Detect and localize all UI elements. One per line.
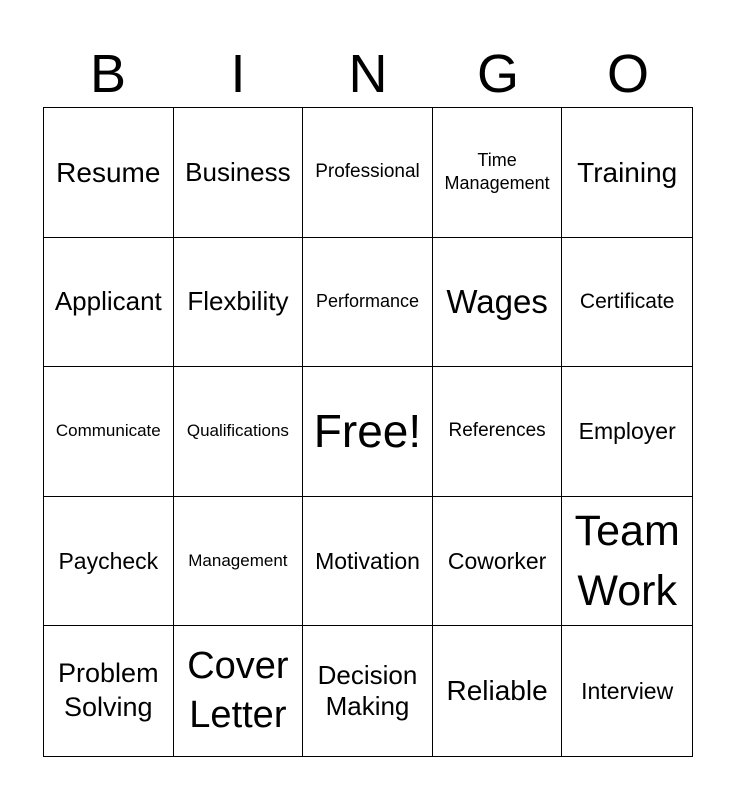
cell-text: Interview bbox=[581, 677, 674, 704]
header-letter-o: O bbox=[606, 44, 649, 104]
cell-text: Decision Making bbox=[317, 660, 418, 722]
bingo-cell-4-5 bbox=[562, 497, 692, 627]
bingo-header bbox=[43, 40, 693, 108]
cell-text: Training bbox=[577, 156, 678, 188]
free-space-text: Free! bbox=[313, 404, 422, 457]
cell-text: Coworker bbox=[447, 547, 547, 574]
bingo-cell-5-1 bbox=[44, 626, 174, 756]
bingo-cell-5-3 bbox=[303, 626, 433, 756]
bingo-cell-5-4 bbox=[433, 626, 563, 756]
cell-text: Professional bbox=[315, 160, 420, 182]
cell-text: Paycheck bbox=[58, 547, 159, 574]
bingo-cell-3-5 bbox=[562, 367, 692, 497]
bingo-cell-1-2 bbox=[174, 108, 304, 238]
bingo-cell-5-5 bbox=[562, 626, 692, 756]
cell-text: References bbox=[448, 420, 546, 442]
cell-text: Employer bbox=[578, 418, 676, 445]
bingo-cell-2-4 bbox=[433, 238, 563, 368]
cell-text: Management bbox=[188, 551, 288, 571]
cell-text: Team Work bbox=[574, 506, 680, 616]
cell-text: Time Management bbox=[444, 149, 550, 194]
bingo-cell-3-4 bbox=[433, 367, 563, 497]
bingo-cell-1-1 bbox=[44, 108, 174, 238]
bingo-cell-1-3 bbox=[303, 108, 433, 238]
bingo-cell-2-2 bbox=[174, 238, 304, 368]
cell-text: Performance bbox=[315, 291, 420, 312]
bingo-cell-4-2 bbox=[174, 497, 304, 627]
bingo-cell-4-3 bbox=[303, 497, 433, 627]
bingo-cell-4-1 bbox=[44, 497, 174, 627]
cell-text: Motivation bbox=[315, 547, 420, 574]
cell-text: Communicate bbox=[55, 421, 161, 441]
cell-text: Cover Letter bbox=[187, 644, 289, 737]
cell-text: Flexbility bbox=[187, 286, 289, 317]
cell-text: Business bbox=[185, 156, 291, 187]
bingo-cell-1-5 bbox=[562, 108, 692, 238]
header-letter-i: I bbox=[230, 44, 246, 104]
header-letter-n: N bbox=[348, 44, 388, 104]
cell-text: Resume bbox=[56, 156, 161, 188]
bingo-cell-2-5 bbox=[562, 238, 692, 368]
bingo-cell-2-1 bbox=[44, 238, 174, 368]
bingo-cell-3-1 bbox=[44, 367, 174, 497]
bingo-board bbox=[43, 107, 693, 757]
bingo-cell-3-3-free bbox=[303, 367, 433, 497]
cell-text: Problem Solving bbox=[58, 658, 159, 723]
bingo-cell-1-4 bbox=[433, 108, 563, 238]
cell-text: Reliable bbox=[446, 675, 548, 707]
cell-text: Qualifications bbox=[186, 421, 289, 441]
cell-text: Wages bbox=[446, 283, 548, 321]
bingo-cell-3-2 bbox=[174, 367, 304, 497]
bingo-cell-2-3 bbox=[303, 238, 433, 368]
header-letter-b: B bbox=[89, 44, 127, 104]
cell-text: Certificate bbox=[579, 290, 675, 314]
bingo-cell-5-2 bbox=[174, 626, 304, 756]
bingo-cell-4-4 bbox=[433, 497, 563, 627]
cell-text: Applicant bbox=[54, 286, 162, 317]
header-letter-g: G bbox=[476, 44, 519, 104]
